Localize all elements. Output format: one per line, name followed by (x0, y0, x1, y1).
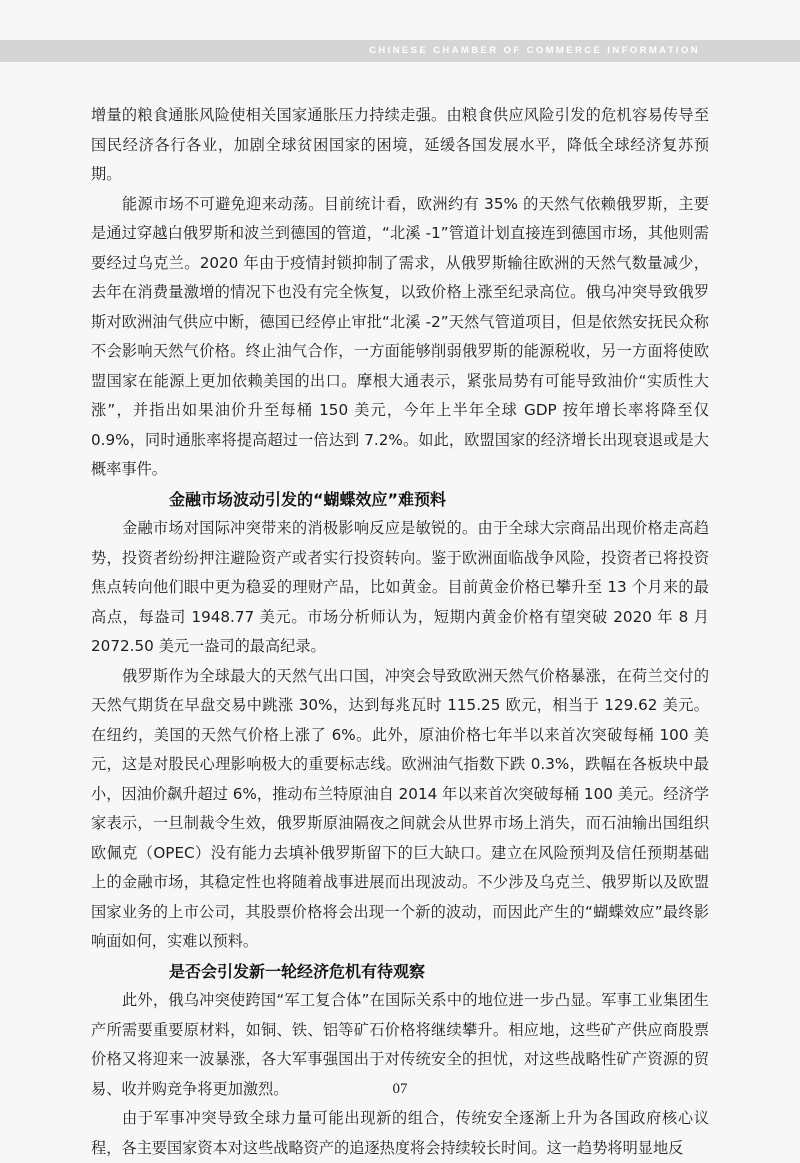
paragraph: 增量的粮食通胀风险使相关国家通胀压力持续走强。由粮食供应风险引发的危机容易传导至国民经济各行各业，加剧全球贫困国家的困境，延缓各国发展水平，降低全球经济复苏预期。 (91, 106, 709, 183)
paragraph: 由于军事冲突导致全球力量可能出现新的组合，传统安全逐渐上升为各国政府核心议程，各主要国家资本对这些战略资产的追逐热度将会持续较长时间。这一趋势将明显地反 (91, 1109, 709, 1157)
article-body (91, 101, 709, 1163)
section-heading: 金融市场波动引发的“蝴蝶效应”难预料 (169, 489, 447, 509)
page-number: 07 (392, 1081, 408, 1097)
header-title: CHINESE CHAMBER OF COMMERCE INFORMATION (369, 45, 700, 56)
paragraph: 俄罗斯作为全球最大的天然气出口国，冲突会导致欧洲天然气价格暴涨，在荷兰交付的天然气期货在早盘交易中跳涨 30%，达到每兆瓦时 115.25 欧元，相当于 129.62 美元。在纽约，美国的天然气价格上涨了 6%。此外，原油价格七年半以来首次突破每桶 100 美元，这是对股民心理影响极大的重要标志线。欧洲油气指数下跌 0.3%，跌幅在各板块中最小，因油价飙升超过 6%，推动布兰特原油自 2014 年以来首次突破每桶 100 美元。经济学家表示，一旦制裁令生效，俄罗斯原油隔夜之间就会从世界市场上消失，而石油输出国组织欧佩克（OPEC）没有能力去填补俄罗斯留下的巨大缺口。建立在风险预判及信任预期基础上的金融市场，其稳定性也将随着战事进展而出现波动。不少涉及乌克兰、俄罗斯以及欧盟国家业务的上市公司，其股票价格将会出现一个新的波动，而因此产生的“蝴蝶效应”最终影响面如何，实难以预料。 (91, 666, 709, 950)
section-heading: 是否会引发新一轮经济危机有待观察 (169, 961, 426, 981)
paragraph: 金融市场对国际冲突带来的消极影响反应是敏锐的。由于全球大宗商品出现价格走高趋势，投资者纷纷押注避险资产或者实行投资转向。鉴于欧洲面临战争风险，投资者已将投资焦点转向他们眼中更为稳妥的理财产品，比如黄金。目前黄金价格已攀升至 13 个月来的最高点，每盎司 1948.77 美元。市场分析师认为，短期内黄金价格有望突破 2020 年 8 月 2072.50 美元一盎司的最高纪录。 (91, 519, 709, 655)
paragraph: 此外，俄乌冲突使跨国“军工复合体”在国际关系中的地位进一步凸显。军事工业集团生产所需要重要原材料，如铜、铁、铝等矿石价格将继续攀升。相应地，这些矿产供应商股票价格又将迎来一波暴涨，各大军事强国出于对传统安全的担忧，对这些战略性矿产资源的贸易、收并购竞争将更加激烈。 (91, 991, 709, 1098)
paragraph: 能源市场不可避免迎来动荡。目前统计看，欧洲约有 35% 的天然气依赖俄罗斯，主要是通过穿越白俄罗斯和波兰到德国的管道，“北溪 -1”管道计划直接连到德国市场，其他则需要经过乌克兰。2020 年由于疫情封锁抑制了需求，从俄罗斯输往欧洲的天然气数量减少，去年在消费量激增的情况下也没有完全恢复，以致价格上涨至纪录高位。俄乌冲突导致俄罗斯对欧洲油气供应中断，德国已经停止审批“北溪 -2”天然气管道项目，但是依然安抚民众称不会影响天然气价格。终止油气合作，一方面能够削弱俄罗斯的能源税收，另一方面将使欧盟国家在能源上更加依赖美国的出口。摩根大通表示，紧张局势有可能导致油价“实质性大涨”，并指出如果油价升至每桶 150 美元，今年上半年全球 GDP 按年增长率将降至仅 0.9%，同时通胀率将提高超过一倍达到 7.2%。如此，欧盟国家的经济增长出现衰退或是大概率事件。 (91, 194, 709, 478)
